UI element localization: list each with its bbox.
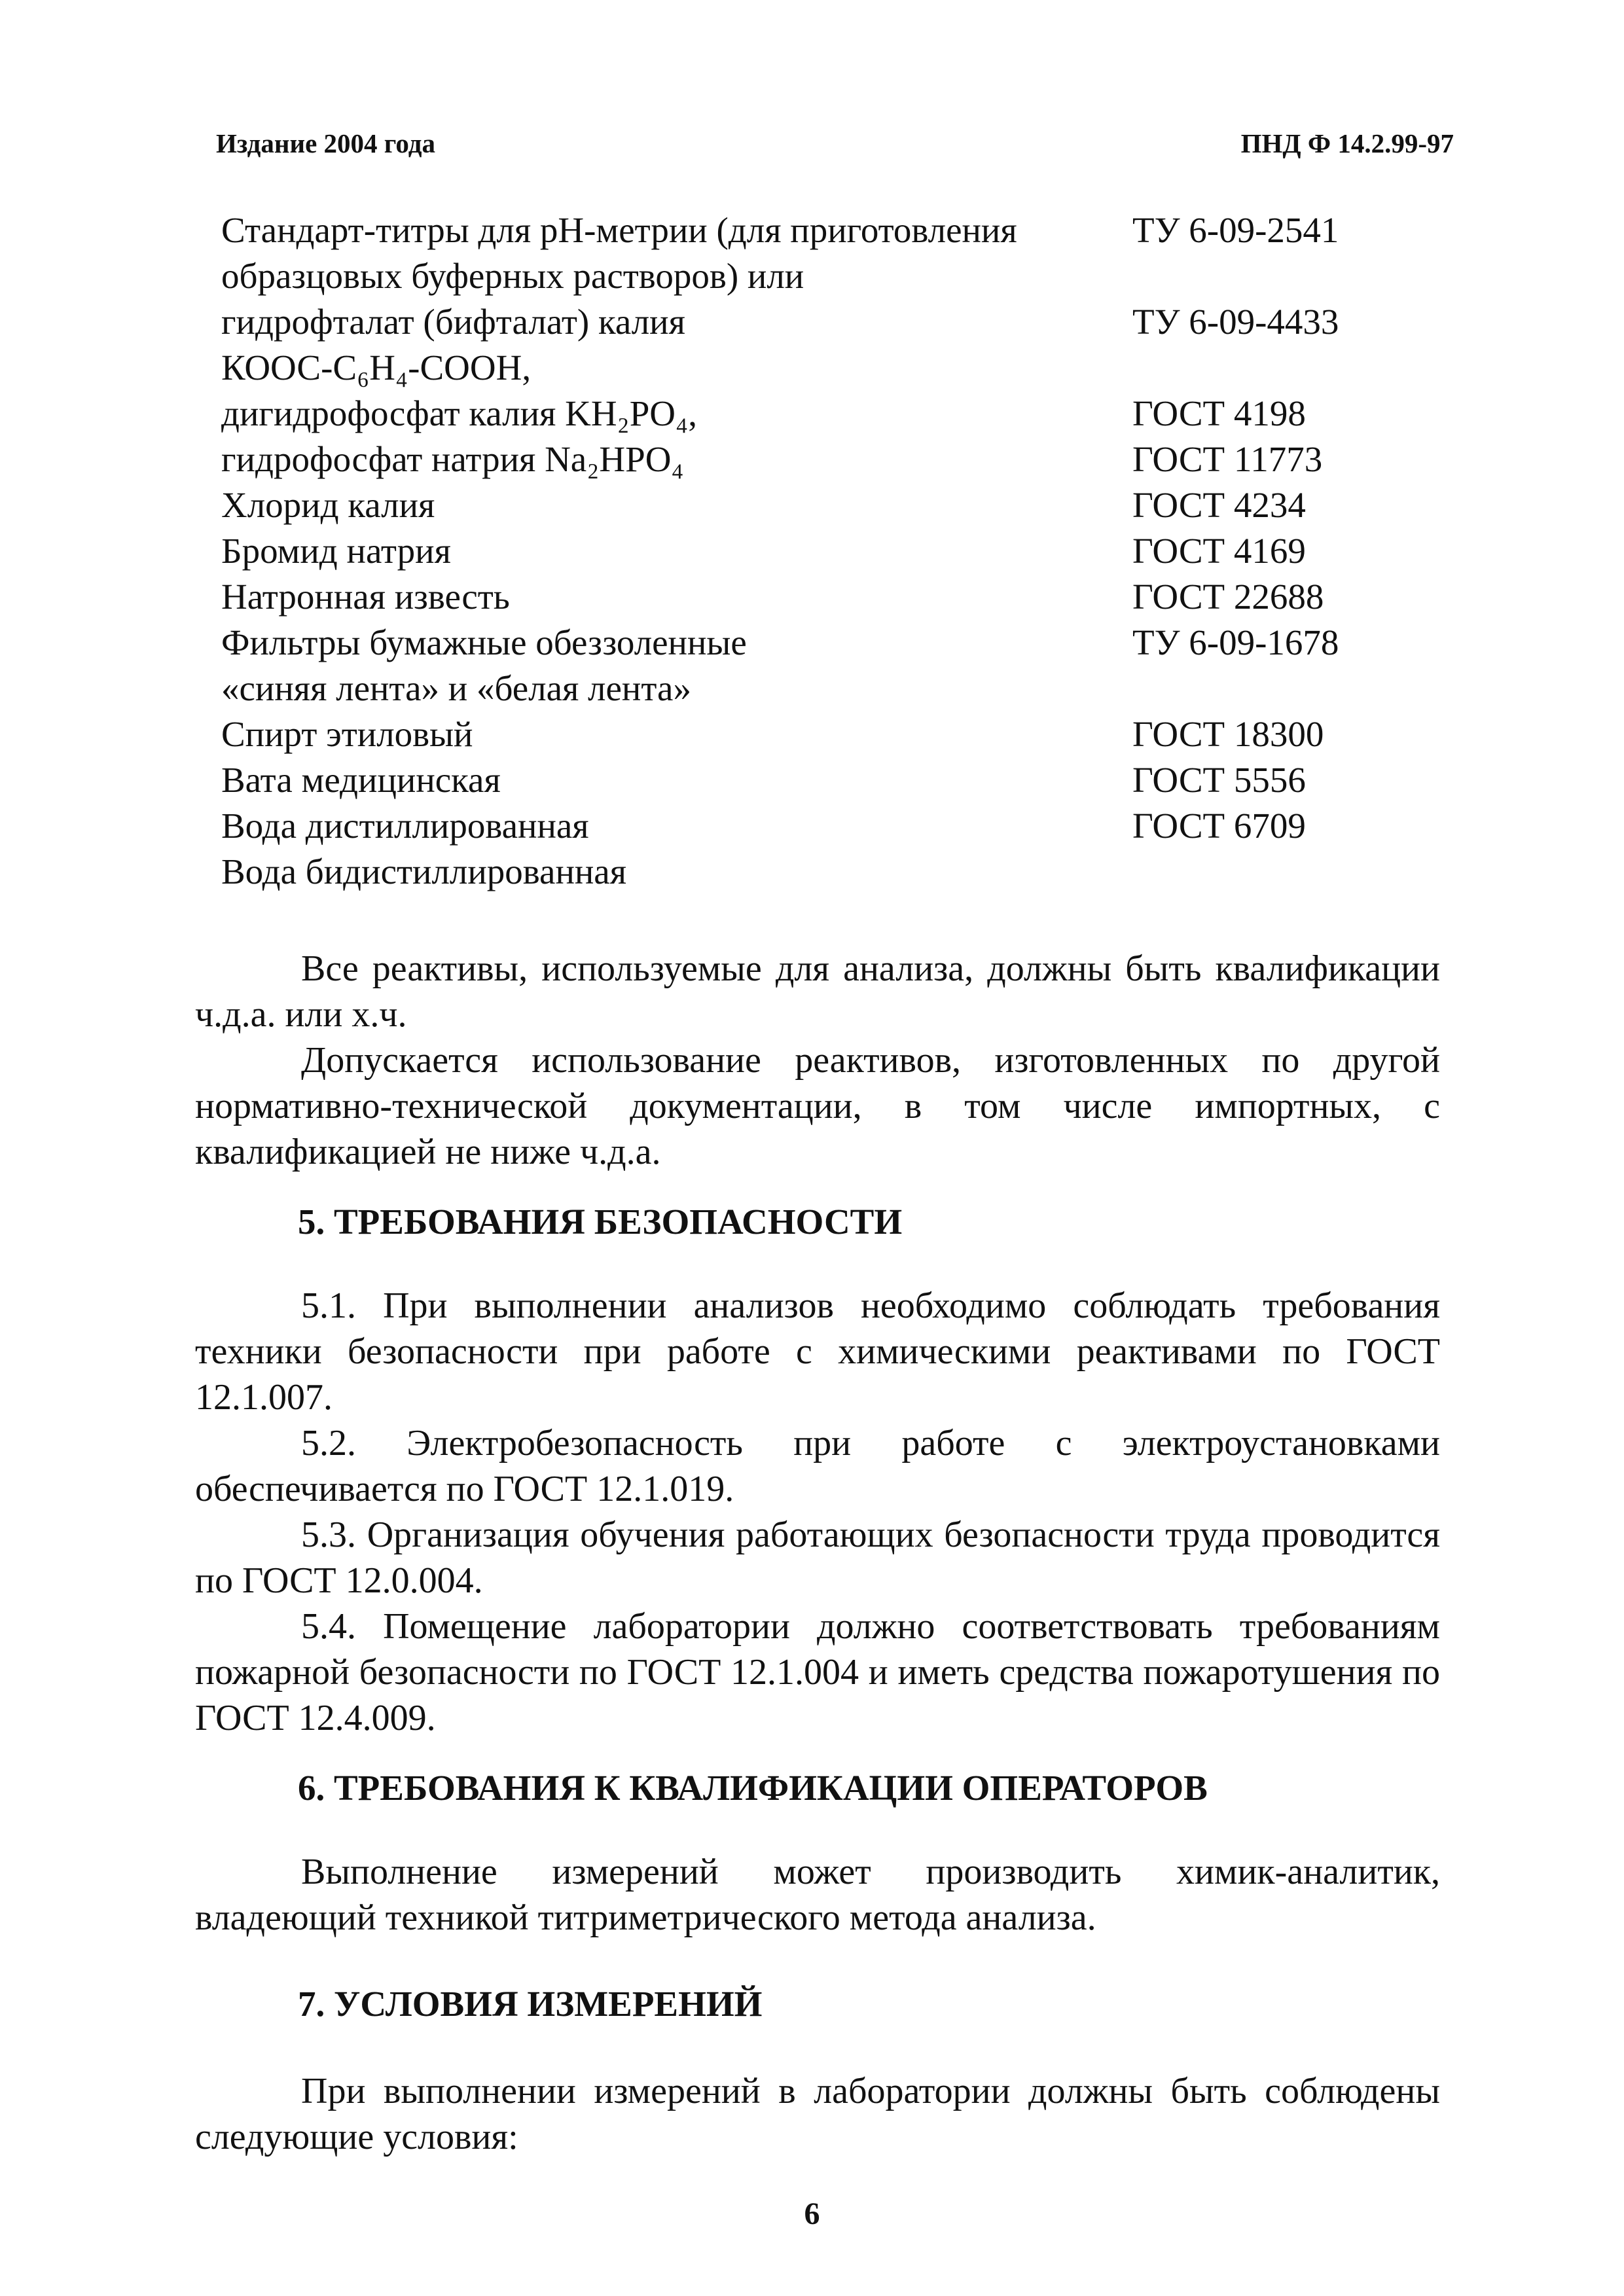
- reagent-name: Вата медицинская: [221, 760, 501, 800]
- reagent-standard: ТУ 6-09-2541: [1132, 210, 1339, 250]
- reagent-name: Хлорид калия: [221, 485, 435, 525]
- reagent-standard: ГОСТ 4169: [1132, 531, 1306, 571]
- reagent-name: гидрофосфат натрия Na₂HPO₄: [221, 439, 684, 479]
- section-5-paragraph: 5.2. Электробезопасность при работе с электроустановками обеспечивается по ГОСТ 12.1.019.: [195, 1423, 1440, 1509]
- reagent-standard: ГОСТ 22688: [1132, 577, 1324, 617]
- reagent-name: Стандарт-титры для pH-метрии (для приготовления: [221, 210, 1017, 250]
- section-5-heading: 5. ТРЕБОВАНИЯ БЕЗОПАСНОСТИ: [298, 1202, 903, 1242]
- reagent-standard: ГОСТ 18300: [1132, 714, 1324, 754]
- reagent-name: Бромид натрия: [221, 531, 451, 571]
- section-5-paragraph: 5.4. Помещение лаборатории должно соответствовать требованиям пожарной безопасности по ГОСТ 12.1.004 и иметь средства пожаротушения по ГОСТ 12.4.009.: [195, 1606, 1440, 1738]
- page-number: 6: [804, 2197, 820, 2231]
- reagent-row: [221, 805, 1465, 851]
- reagents-list: [221, 209, 1465, 897]
- reagent-name: дигидрофосфат калия KH₂PO₄,: [221, 393, 697, 433]
- reagent-row: [221, 393, 1465, 439]
- reagent-row: [221, 347, 1465, 393]
- reagent-standard: ГОСТ 6709: [1132, 806, 1306, 846]
- reagent-row: [221, 439, 1465, 484]
- reagent-name: образцовых буферных растворов) или: [221, 256, 804, 296]
- reagent-row: [221, 622, 1465, 668]
- section-6-heading: 6. ТРЕБОВАНИЯ К КВАЛИФИКАЦИИ ОПЕРАТОРОВ: [298, 1768, 1208, 1808]
- section-7-paragraph: При выполнении измерений в лаборатории должны быть соблюдены следующие условия:: [195, 2071, 1440, 2157]
- reagent-row: [221, 713, 1465, 759]
- reagent-substitution-note: Допускается использование реактивов, изготовленных по другой нормативно-технической документации, в том числе импортных, с квалификацией не ниже ч.д.а.: [195, 1040, 1440, 1172]
- reagent-name: Вода бидистиллированная: [221, 852, 627, 891]
- reagent-standard: ГОСТ 4198: [1132, 393, 1306, 433]
- section-5-paragraph: 5.3. Организация обучения работающих безопасности труда проводится по ГОСТ 12.0.004.: [195, 1515, 1440, 1601]
- reagent-row: [221, 255, 1465, 301]
- reagent-row: [221, 668, 1465, 713]
- reagent-name: гидрофталат (бифталат) калия: [221, 302, 685, 342]
- reagent-name: КООС-C₆H₄-СООН,: [221, 348, 532, 387]
- reagent-standard: ТУ 6-09-1678: [1132, 622, 1339, 662]
- header-edition: Издание 2004 года: [216, 128, 435, 158]
- reagent-row: [221, 484, 1465, 530]
- reagent-name: Натронная известь: [221, 577, 510, 617]
- reagent-row: [221, 576, 1465, 622]
- header-document-code: ПНД Ф 14.2.99-97: [1240, 128, 1454, 158]
- reagent-row: [221, 301, 1465, 347]
- reagent-name: Вода дистиллированная: [221, 806, 589, 846]
- section-5-paragraph: 5.1. При выполнении анализов необходимо соблюдать требования техники безопасности при работе с химическими реактивами по ГОСТ 12.1.007.: [195, 1285, 1440, 1418]
- reagent-standard: ГОСТ 5556: [1132, 760, 1306, 800]
- reagent-name: Фильтры бумажные обеззоленные: [221, 622, 747, 662]
- section-7-heading: 7. УСЛОВИЯ ИЗМЕРЕНИЙ: [298, 1984, 763, 2024]
- reagent-name: Спирт этиловый: [221, 714, 473, 754]
- reagent-row: [221, 530, 1465, 576]
- reagent-grade-note: Все реактивы, используемые для анализа, должны быть квалификации ч.д.а. или х.ч.: [195, 948, 1440, 1035]
- section-6-paragraph: Выполнение измерений может производить химик-аналитик, владеющий техникой титриметрического метода анализа.: [195, 1852, 1440, 1938]
- reagent-standard: ТУ 6-09-4433: [1132, 302, 1339, 342]
- reagent-row: [221, 851, 1465, 897]
- reagent-name: «синяя лента» и «белая лента»: [221, 668, 691, 708]
- reagent-row: [221, 759, 1465, 805]
- reagent-standard: ГОСТ 11773: [1132, 439, 1323, 479]
- reagent-row: [221, 209, 1465, 255]
- reagent-standard: ГОСТ 4234: [1132, 485, 1306, 525]
